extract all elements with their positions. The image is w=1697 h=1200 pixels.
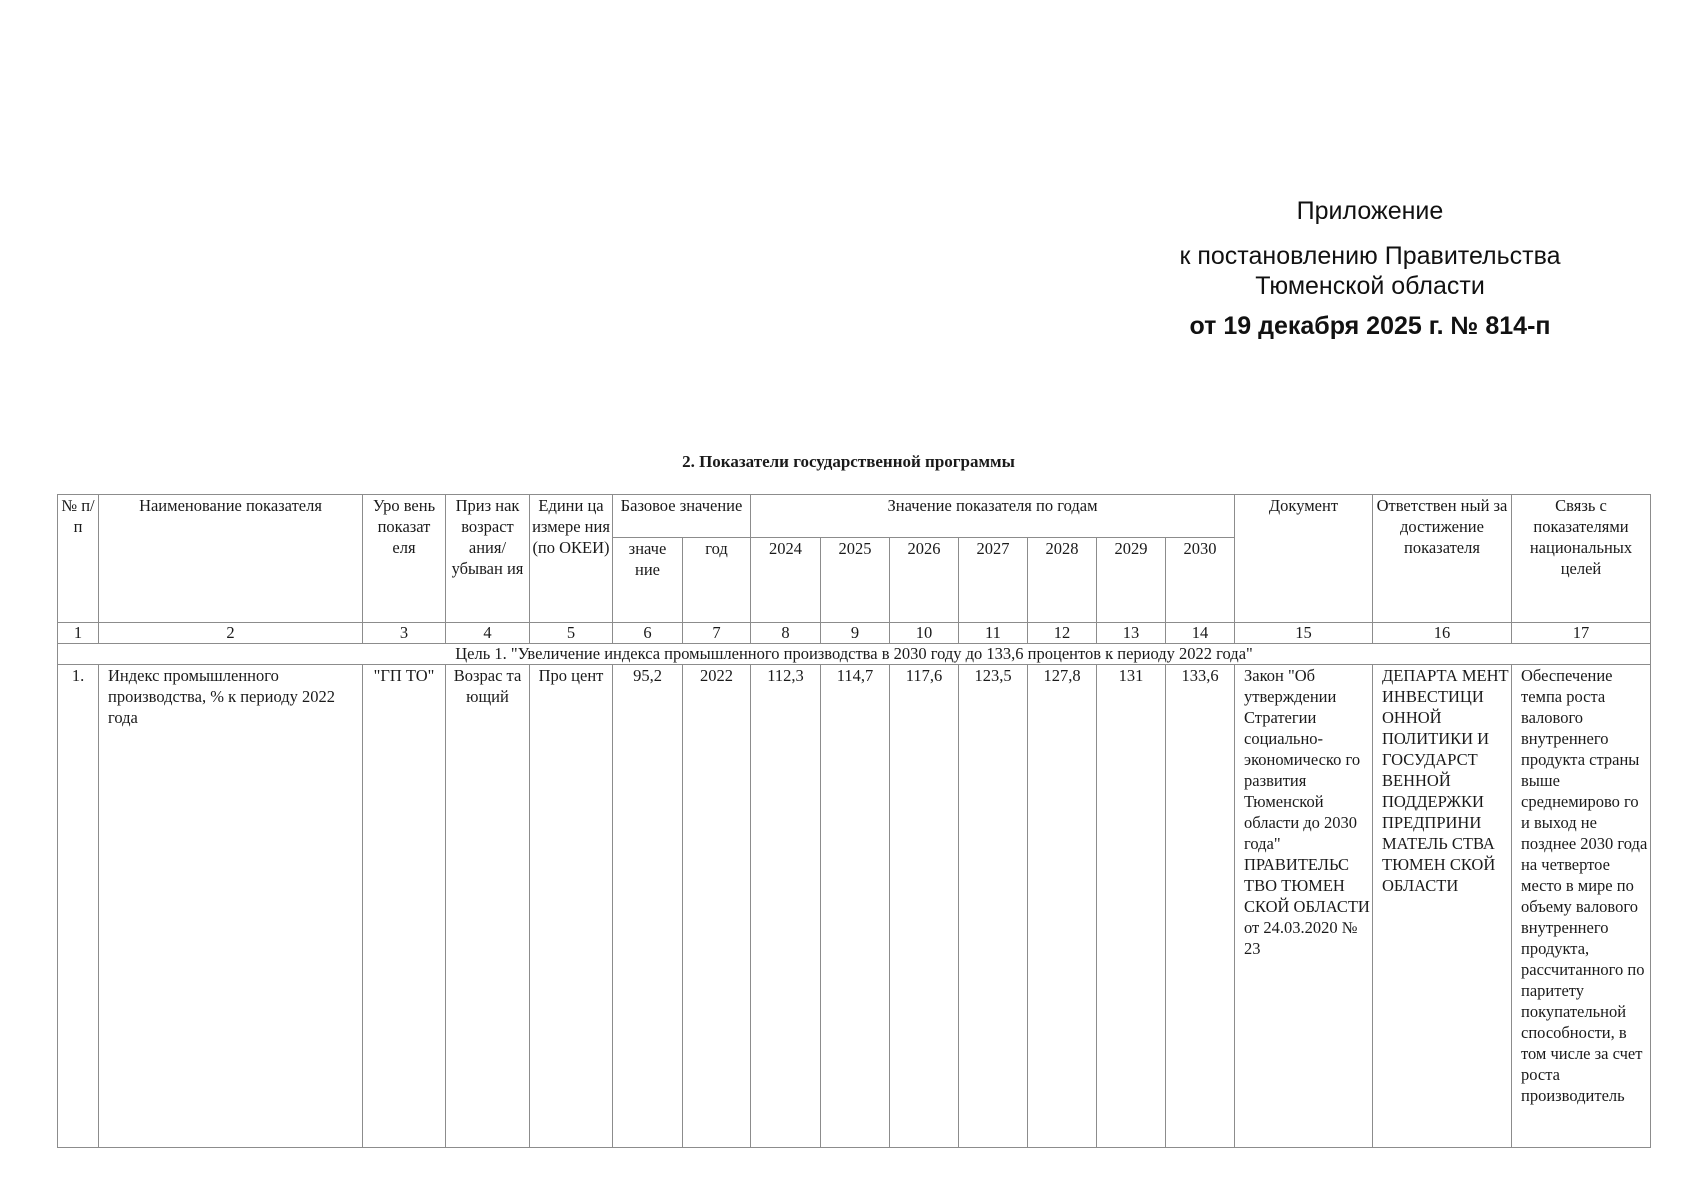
header-year: 2030	[1166, 538, 1235, 623]
column-number: 3	[363, 623, 446, 644]
row-value-2025: 114,7	[821, 665, 890, 1148]
row-value-2030: 133,6	[1166, 665, 1235, 1148]
row-sign: Возрас та ющий	[446, 665, 530, 1148]
column-number: 4	[446, 623, 530, 644]
row-base-value: 95,2	[613, 665, 683, 1148]
header-year: 2026	[890, 538, 959, 623]
row-name: Индекс промышленного производства, % к периоду 2022 года	[99, 665, 363, 1148]
column-number: 7	[683, 623, 751, 644]
column-number: 2	[99, 623, 363, 644]
row-level: "ГП ТО"	[363, 665, 446, 1148]
row-value-2029: 131	[1097, 665, 1166, 1148]
resolution-reference: к постановлению Правительства	[1179, 242, 1561, 270]
column-number: 13	[1097, 623, 1166, 644]
column-number: 9	[821, 623, 890, 644]
header-link: Связь с показателями национальных целей	[1512, 495, 1651, 623]
header-year: 2027	[959, 538, 1028, 623]
column-number: 17	[1512, 623, 1651, 644]
region-name: Тюменской области	[1255, 272, 1485, 300]
row-responsible: ДЕПАРТА МЕНТ ИНВЕСТИЦИ ОННОЙ ПОЛИТИКИ И ГОСУДАРСТ ВЕННОЙ ПОДДЕРЖКИ ПРЕДПРИНИ МАТЕЛЬ СТВА ТЮМЕН СКОЙ ОБЛАСТИ	[1373, 665, 1512, 1148]
header-level: Уро вень показат еля	[363, 495, 446, 623]
header-year: 2025	[821, 538, 890, 623]
appendix-label: Приложение	[1296, 197, 1444, 225]
column-number: 14	[1166, 623, 1235, 644]
column-number: 15	[1235, 623, 1373, 644]
column-number: 12	[1028, 623, 1097, 644]
column-number: 1	[58, 623, 99, 644]
row-value-2028: 127,8	[1028, 665, 1097, 1148]
header-sign: Приз нак возраст ания/ убыван ия	[446, 495, 530, 623]
section-title: 2. Показатели государственной программы	[682, 452, 1015, 471]
header-base-value: значе ние	[613, 538, 683, 623]
header-year: 2024	[751, 538, 821, 623]
header-by-years: Значение показателя по годам	[751, 495, 1235, 538]
column-number: 10	[890, 623, 959, 644]
column-number: 11	[959, 623, 1028, 644]
row-base-year: 2022	[683, 665, 751, 1148]
row-value-2026: 117,6	[890, 665, 959, 1148]
row-link: Обеспечение темпа роста валового внутреннего продукта страны выше среднемирово го и выход не позднее 2030 года на четвертое место в мире по объему валового внутреннего продукта, рассчитанного по паритету покупательной способности, в том числе за счет роста производитель	[1512, 665, 1651, 1148]
header-name: Наименование показателя	[99, 495, 363, 623]
header-document: Документ	[1235, 495, 1373, 623]
header-responsible: Ответствен ный за достижение показателя	[1373, 495, 1512, 623]
column-number: 8	[751, 623, 821, 644]
header-year: 2029	[1097, 538, 1166, 623]
document-header	[1100, 196, 1640, 342]
header-unit: Едини ца измере ния (по ОКЕИ)	[530, 495, 613, 623]
goal-text: Цель 1. "Увеличение индекса промышленного производства в 2030 году до 133,6 процентов к периоду 2022 года"	[58, 644, 1651, 665]
row-value-2027: 123,5	[959, 665, 1028, 1148]
row-value-2024: 112,3	[751, 665, 821, 1148]
header-row	[58, 495, 1651, 538]
resolution-date-number: от 19 декабря 2025 г. № 814-п	[1189, 312, 1551, 340]
column-number-row	[58, 623, 1651, 644]
table-row	[58, 665, 1651, 1148]
row-unit: Про цент	[530, 665, 613, 1148]
row-document: Закон "Об утверждении Стратегии социально-экономическо го развития Тюменской области до 2030 года" ПРАВИТЕЛЬС ТВО ТЮМЕН СКОЙ ОБЛАСТИ от 24.03.2020 № 23	[1235, 665, 1373, 1148]
header-base: Базовое значение	[613, 495, 751, 538]
column-number: 5	[530, 623, 613, 644]
header-num: № п/п	[58, 495, 99, 623]
goal-row	[58, 644, 1651, 665]
header-year: 2028	[1028, 538, 1097, 623]
row-num: 1.	[58, 665, 99, 1148]
indicators-table	[57, 494, 1651, 1148]
column-number: 6	[613, 623, 683, 644]
column-number: 16	[1373, 623, 1512, 644]
header-base-year: год	[683, 538, 751, 623]
